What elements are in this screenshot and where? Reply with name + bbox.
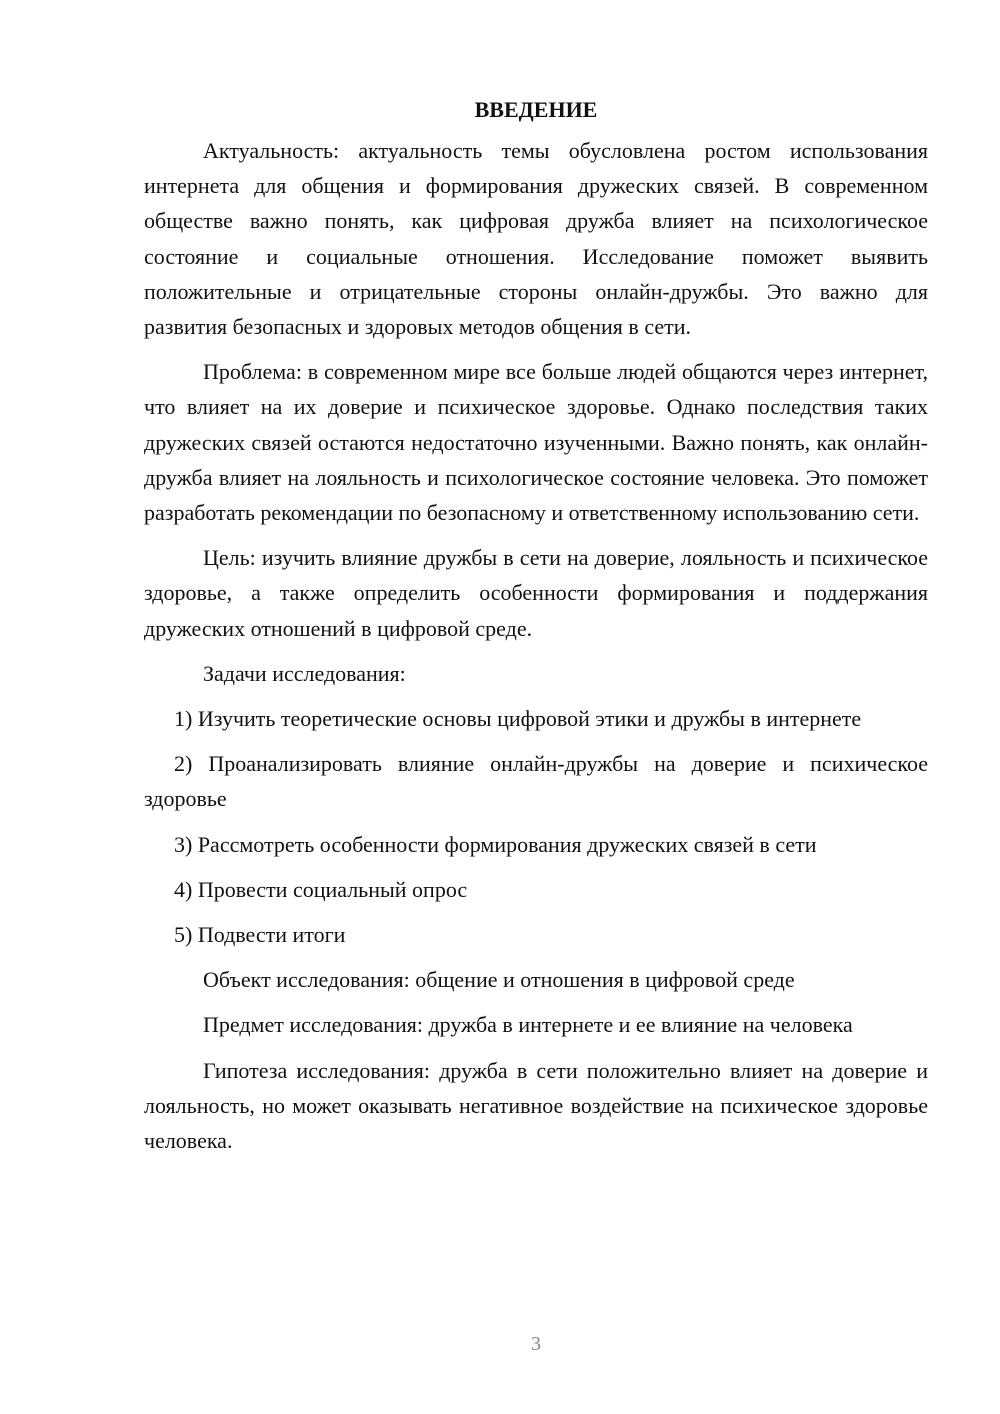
paragraph-hypothesis: Гипотеза исследования: дружба в сети положительно влияет на доверие и лояльность, но может оказывать негативное воздействие на психическое здоровье человека. (144, 1057, 928, 1154)
page-title: ВВЕДЕНИЕ (474, 97, 598, 122)
task-item: 2) Проанализировать влияние онлайн-дружбы на доверие и психическое здоровье (144, 751, 928, 812)
paragraph-subject: Предмет исследования: дружба в интернете и ее влияние на человека (203, 1012, 853, 1038)
task-item: 1) Изучить теоретические основы цифровой этики и дружбы в интернете (174, 706, 862, 732)
task-item: 3) Рассмотреть особенности формирования дружеских связей в сети (174, 831, 817, 857)
paragraph-relevance: Актуальность: актуальность темы обусловлена ростом использования интернета для общения и формирования дружеских связей. В современном обществе важно понять, как цифровая дружба влияет на психологическое состояние и социальные отношения. Исследование поможет выявить положительные и отрицательные стороны онлайн-дружбы. Это важно для развития безопасных и здоровых методов общения в сети. (144, 138, 928, 340)
page-number: 3 (531, 1333, 541, 1355)
paragraph-problem: Проблема: в современном мире все больше людей общаются через интернет, что влияет на их доверие и психическое здоровье. Однако последствия таких дружеских связей остаются недостаточно изученными. Важно понять, как онлайн-дружба влияет на лояльность и психологическое состояние человека. Это поможет разработать рекомендации по безопасному и ответственному использованию сети. (144, 359, 928, 526)
task-item: 4) Провести социальный опрос (174, 876, 468, 902)
paragraph-goal: Цель: изучить влияние дружбы в сети на доверие, лояльность и психическое здоровье, а также определить особенности формирования и поддержания дружеских отношений в цифровой среде. (144, 545, 928, 641)
paragraph-object: Объект исследования: общение и отношения в цифровой среде (203, 967, 795, 993)
task-item: 5) Подвести итоги (174, 922, 346, 948)
document-page (144, 92, 928, 1168)
paragraph-tasks-heading: Задачи исследования: (203, 660, 406, 686)
